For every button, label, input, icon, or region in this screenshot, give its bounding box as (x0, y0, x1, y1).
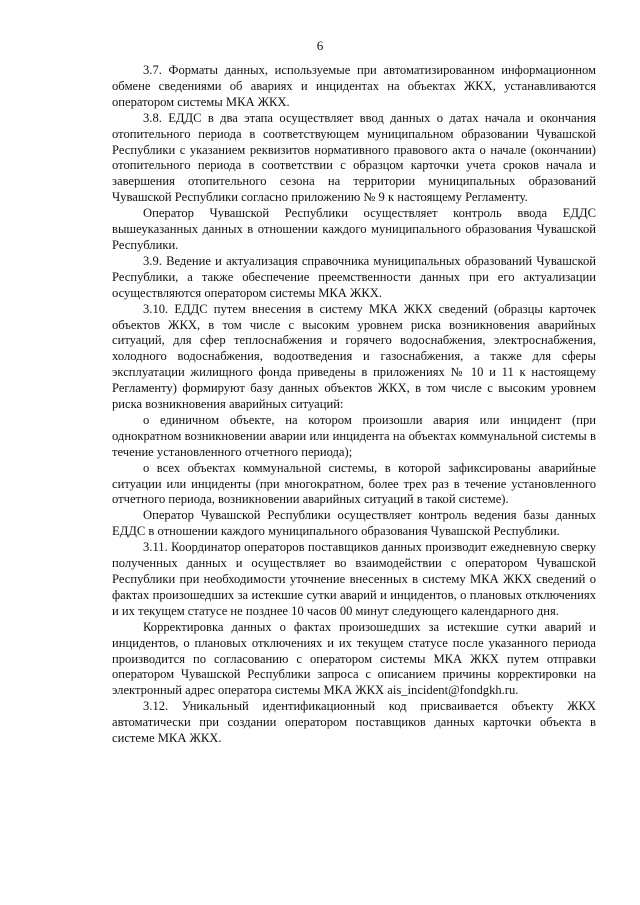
paragraph-correction: Корректировка данных о фактах произошедших за истекшие сутки аварий и инцидентов, о плановых отключениях и их текущем статусе после указанного периода производится по согласованию с оператором системы МКА ЖКХ путем отправки оператором Чувашской Республики запроса с описанием причины корректировки на электронный адрес оператора системы МКА ЖКХ ais_incident@fondgkh.ru. (112, 619, 596, 698)
paragraph-3-10: 3.10. ЕДДС путем внесения в систему МКА ЖКХ сведений (образцы карточек объектов ЖКХ, в том числе с высоким уровнем риска возникновения аварийных ситуаций, для сфер теплоснабжения и горячего водоснабжения, электроснабжения, холодного водоснабжения, водоотведения и газоснабжения, а также для сферы эксплуатации жилищного фонда приведены в приложениях № 10 и 11 к настоящему Регламенту) формируют базу данных объектов ЖКХ, в том числе с высоким уровнем риска возникновения аварийных ситуаций: (112, 301, 596, 412)
paragraph-3-11: 3.11. Координатор операторов поставщиков данных производит ежедневную сверку полученных данных и осуществляет во взаимодействии с оператором Чувашской Республики при необходимости уточнение внесенных в систему МКА ЖКХ сведений о фактах произошедших за истекшие сутки аварий и инцидентов, о плановых отключениях и их текущем статусе не позднее 10 часов 00 минут следующего календарного дня. (112, 540, 596, 618)
paragraph-3-7: 3.7. Форматы данных, используемые при автоматизированном информационном обмене сведениями об авариях и инцидентах на объектах ЖКХ, устанавливаются оператором системы МКА ЖКХ. (112, 63, 596, 109)
paragraph-operator-control-database: Оператор Чувашской Республики осуществляет контроль ведения базы данных ЕДДС в отношении каждого муниципального образования Чувашской Республики. (112, 508, 596, 539)
paragraph-3-12: 3.12. Уникальный идентификационный код присваивается объекту ЖКХ автоматически при создании оператором поставщиков данных карточки объекта в системе МКА ЖКХ. (112, 699, 596, 746)
paragraph-3-9: 3.9. Ведение и актуализация справочника муниципальных образований Чувашской Республики, а также обеспечение преемственности данных при его актуализации осуществляются оператором системы МКА ЖКХ. (112, 253, 596, 300)
paragraph-operator-control-input: Оператор Чувашской Республики осуществляет контроль ввода ЕДДС вышеуказанных данных в отношении каждого муниципального образования Чувашской Республики. (112, 206, 596, 252)
document-body (112, 63, 596, 747)
paragraph-3-8: 3.8. ЕДДС в два этапа осуществляет ввод данных о датах начала и окончания отопительного периода в соответствующем муниципальном образовании Чувашской Республики с указанием реквизитов нормативного правового акта о начале (окончании) отопительного периода в соответствии с образцом карточки учета сроков начала и завершения отопительного сезона на территории муниципальных образований Чувашской Республики согласно приложению № 9 к настоящему Регламенту. (112, 110, 596, 205)
page-number: 6 (316, 38, 324, 53)
paragraph-all-objects: о всех объектах коммунальной системы, в которой зафиксированы аварийные ситуации или инциденты (при многократном, более трех раз в течение установленного отчетного периода, возникновении аварийных ситуаций в такой системе). (112, 460, 596, 507)
paragraph-single-object: о единичном объекте, на котором произошли авария или инцидент (при однократном возникновении аварии или инцидента на объектах коммунальной системы в течение установленного отчетного периода); (112, 412, 596, 459)
